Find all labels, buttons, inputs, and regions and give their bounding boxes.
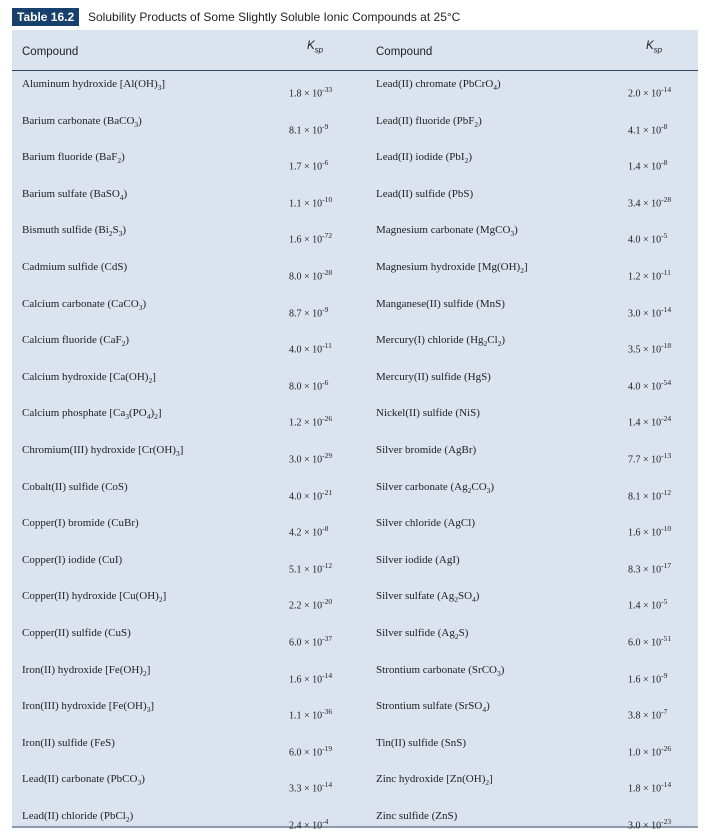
table-row (12, 107, 698, 144)
left-ksp-cell: $1.6 \times 10^{-72}$ (289, 231, 333, 246)
table-row (12, 473, 698, 510)
header-ksp-right-sub: sp (653, 45, 663, 55)
right-compound-cell: Silver bromide (AgBr) (376, 443, 477, 456)
right-ksp-cell: $4.0 \times 10^{-54}$ (628, 377, 672, 393)
header-ksp-right-k: K (646, 40, 654, 52)
table-caption (0, 4, 705, 30)
left-ksp-cell: $2.2 \times 10^{-20}$ (289, 597, 333, 612)
left-compound-cell: Barium sulfate (BaSO$_4$) (22, 187, 128, 202)
right-compound-cell: Silver carbonate $(Ag_2CO_3)$ (376, 480, 495, 495)
right-compound-cell: Nickel(II) sulfide (NiS) (376, 407, 480, 420)
left-compound-cell: Barium carbonate (BaCO$_3$) (22, 114, 142, 129)
left-compound-cell: Barium fluoride (BaF$_2$) (22, 151, 125, 166)
left-ksp-cell: $6.0 \times 10^{-37}$ (289, 633, 333, 649)
left-compound-cell: Iron(III) hydroxide $[Fe(OH)_3]$ (22, 700, 155, 715)
right-compound-cell: Tin(II) sulfide (SnS) (376, 736, 467, 749)
right-ksp-cell: $4.1 \times 10^{-8}$ (628, 121, 668, 136)
left-compound-cell: Cadmium sulfide (CdS) (22, 260, 128, 273)
table-title: Solubility Products of Some Slightly Soluble Ionic Compounds at 25°C (88, 10, 461, 24)
right-compound-cell: Zinc hydroxide $[Zn(OH)_2]$ (376, 773, 493, 788)
left-compound-cell: Calcium phosphate $[Ca_3(PO_4)_2]$ (22, 407, 162, 422)
right-ksp-cell: $3.0 \times 10^{-14}$ (628, 304, 672, 319)
left-compound-cell: Copper(I) iodide (CuI) (22, 553, 123, 566)
table-row (12, 326, 698, 363)
left-compound-cell: Chromium(III) hydroxide $[Cr(OH)_3]$ (22, 443, 184, 459)
table-row (12, 729, 698, 766)
right-ksp-cell: $1.0 \times 10^{-26}$ (628, 743, 672, 759)
left-ksp-cell: $1.1 \times 10^{-36}$ (289, 707, 333, 722)
right-ksp-cell: $1.4 \times 10^{-8}$ (628, 158, 668, 173)
left-ksp-cell: $8.1 \times 10^{-9}$ (289, 121, 329, 136)
right-compound-cell: Lead(II) fluoride (PbF$_2$) (376, 114, 482, 129)
left-compound-cell: Iron(II) hydroxide $[Fe(OH)_2]$ (22, 663, 151, 678)
left-compound-cell: Cobalt(II) sulfide (CoS) (22, 480, 128, 493)
left-compound-cell: Copper(II) sulfide (CuS) (22, 626, 131, 639)
table-row (12, 399, 698, 436)
table-row (12, 546, 698, 583)
left-ksp-cell: $6.0 \times 10^{-19}$ (289, 743, 333, 759)
right-compound-cell: Lead(II) sulfide (PbS) (376, 187, 474, 200)
table-row (12, 70, 698, 107)
left-compound-cell: Copper(I) bromide (CuBr) (22, 517, 139, 530)
right-ksp-cell: $1.6 \times 10^{-9}$ (628, 670, 668, 685)
table-row (12, 692, 698, 729)
header-ksp-left-sub: sp (314, 45, 324, 55)
right-compound-cell: Mercury(I) chloride $(Hg_2Cl_2)$ (376, 334, 506, 349)
right-ksp-cell: $6.0 \times 10^{-51}$ (628, 633, 672, 649)
left-compound-cell: Aluminum hydroxide $[Al(OH)_3]$ (22, 78, 166, 93)
table-label: Table 16.2 (12, 8, 79, 26)
left-ksp-cell: $8.0 \times 10^{-28}$ (289, 267, 333, 283)
right-compound-cell: Strontium sulfate (SrSO$_4$) (376, 700, 490, 715)
right-compound-cell: Magnesium hydroxide $[Mg(OH)_2]$ (376, 260, 528, 276)
left-ksp-cell: $8.0 \times 10^{-6}$ (289, 377, 329, 393)
right-ksp-cell: $3.4 \times 10^{-28}$ (628, 194, 672, 210)
header-ksp-right (646, 40, 662, 54)
table-row (12, 802, 698, 838)
table-row (12, 180, 698, 217)
left-compound-cell: Lead(II) chloride (PbCl$_2$) (22, 809, 134, 825)
left-ksp-cell: $3.0 \times 10^{-29}$ (289, 450, 333, 466)
left-ksp-cell: $1.8 \times 10^{-33}$ (289, 85, 333, 100)
left-ksp-cell: $4.0 \times 10^{-11}$ (289, 341, 332, 356)
right-ksp-cell: $2.0 \times 10^{-14}$ (628, 85, 672, 100)
right-compound-cell: Magnesium carbonate (MgCO$_3$) (376, 224, 518, 239)
right-ksp-cell: $4.0 \times 10^{-5}$ (628, 231, 668, 246)
table-row (12, 656, 698, 693)
header-compound-right: Compound (376, 46, 433, 58)
right-ksp-cell: $3.0 \times 10^{-23}$ (628, 816, 672, 832)
right-compound-cell: Manganese(II) sulfide (MnS) (376, 297, 505, 310)
table-row (12, 143, 698, 180)
right-ksp-cell: $1.2 \times 10^{-11}$ (628, 267, 671, 283)
left-ksp-cell: $3.3 \times 10^{-14}$ (289, 780, 333, 795)
header-ksp-left (307, 40, 323, 54)
header-ksp-left-k: K (307, 40, 315, 52)
left-ksp-cell: $1.1 \times 10^{-10}$ (289, 194, 333, 210)
table-header (12, 30, 698, 71)
right-compound-cell: Strontium carbonate (SrCO$_3$) (376, 663, 505, 678)
left-ksp-cell: $8.7 \times 10^{-9}$ (289, 304, 329, 319)
left-ksp-cell: $5.1 \times 10^{-12}$ (289, 560, 333, 576)
table-row (12, 765, 698, 802)
right-ksp-cell: $7.7 \times 10^{-13}$ (628, 450, 672, 466)
table-row (12, 619, 698, 656)
left-compound-cell: Copper(II) hydroxide $[Cu(OH)_2]$ (22, 590, 167, 605)
left-ksp-cell: $1.2 \times 10^{-26}$ (289, 414, 333, 429)
right-compound-cell: Zinc sulfide (ZnS) (376, 809, 458, 822)
right-ksp-cell: $1.8 \times 10^{-14}$ (628, 780, 672, 795)
right-compound-cell: Silver iodide (AgI) (376, 553, 460, 566)
table-row (12, 290, 698, 327)
left-compound-cell: Calcium hydroxide $[Ca(OH)_2]$ (22, 370, 156, 385)
left-compound-cell: Bismuth sulfide $(Bi_2S_3)$ (22, 224, 127, 239)
table-body (12, 70, 698, 838)
left-compound-cell: Calcium fluoride (CaF$_2$) (22, 334, 130, 349)
table-row (12, 363, 698, 400)
right-compound-cell: Mercury(II) sulfide (HgS) (376, 370, 491, 383)
left-compound-cell: Iron(II) sulfide (FeS) (22, 736, 115, 749)
right-ksp-cell: $8.3 \times 10^{-17}$ (628, 560, 672, 576)
solubility-table (12, 30, 698, 832)
header-compound-left: Compound (22, 46, 79, 58)
right-compound-cell: Silver sulfate $(Ag_2SO_4)$ (376, 590, 480, 605)
left-ksp-cell: $1.6 \times 10^{-14}$ (289, 670, 333, 685)
left-ksp-cell: $4.2 \times 10^{-8}$ (289, 524, 329, 539)
table-row (12, 216, 698, 253)
left-ksp-cell: $1.7 \times 10^{-6}$ (289, 158, 329, 173)
right-ksp-cell: $1.4 \times 10^{-5}$ (628, 597, 668, 612)
left-compound-cell: Calcium carbonate (CaCO$_3$) (22, 297, 147, 312)
right-compound-cell: Silver sulfide $(Ag_2S)$ (376, 626, 469, 642)
right-ksp-cell: $1.4 \times 10^{-24}$ (628, 414, 672, 429)
table-row (12, 582, 698, 619)
right-ksp-cell: $3.5 \times 10^{-18}$ (628, 341, 672, 356)
right-compound-cell: Lead(II) iodide (PbI$_2$) (376, 151, 472, 166)
right-ksp-cell: $3.8 \times 10^{-7}$ (628, 707, 668, 722)
right-ksp-cell: $8.1 \times 10^{-12}$ (628, 487, 672, 502)
left-compound-cell: Lead(II) carbonate (PbCO$_3$) (22, 773, 145, 788)
left-ksp-cell: $2.4 \times 10^{-4}$ (289, 816, 329, 832)
right-compound-cell: Lead(II) chromate (PbCrO$_4$) (376, 78, 501, 93)
left-ksp-cell: $4.0 \times 10^{-21}$ (289, 487, 333, 502)
right-ksp-cell: $1.6 \times 10^{-10}$ (628, 524, 672, 539)
table-row (12, 436, 698, 473)
right-compound-cell: Silver chloride (AgCl) (376, 517, 475, 530)
table-row (12, 253, 698, 290)
table-row (12, 509, 698, 546)
